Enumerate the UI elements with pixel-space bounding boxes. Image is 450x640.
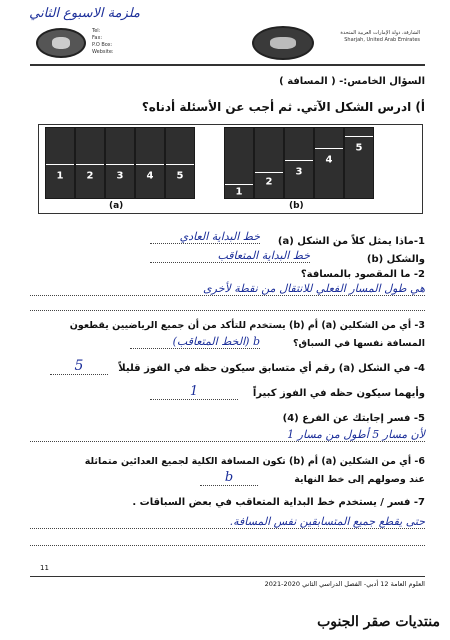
top-handwritten-title: ملزمة الاسبوع الثاني bbox=[29, 6, 140, 21]
q6-line2: عند وصولهم إلى خط النهاية bbox=[294, 474, 425, 485]
q7-text: 7- فسر / يستخدم خط البداية المتعاقب في بعض السباقات . bbox=[132, 497, 425, 508]
lane-b-4: 4 bbox=[314, 127, 344, 199]
q4-line2: وأيهما سيكون حظه في الفوز كبيراً bbox=[252, 388, 425, 399]
q2-text: 2- ما المقصود بالمسافة؟ bbox=[300, 269, 425, 280]
lane-a-3: 3 bbox=[105, 127, 135, 199]
header bbox=[30, 26, 425, 66]
lane-b-3: 3 bbox=[284, 127, 314, 199]
q4-answer1: 5 bbox=[50, 358, 108, 375]
header-right-info: الشارقة، دولة الإمارات العربية المتحدة Sharjah, United Arab Emirates bbox=[340, 30, 420, 43]
ministry-logo bbox=[252, 26, 314, 60]
watermark: منتديات صقر الجنوب bbox=[317, 614, 440, 630]
q6-answer: b bbox=[200, 470, 258, 486]
instruction: أ) ادرس الشكل الآتي. ثم أجب عن الأسئلة أدناه؟ bbox=[141, 100, 425, 114]
footer-line bbox=[30, 576, 425, 577]
q4-answer2: 1 bbox=[150, 384, 238, 400]
figure bbox=[38, 124, 423, 214]
q1-b-text: والشكل (b) bbox=[366, 254, 425, 265]
lane-b-2: 2 bbox=[254, 127, 284, 199]
figure-b bbox=[224, 127, 374, 199]
q7-answer: حتى يقطع جميع المتسابقين نفس المسافة. bbox=[30, 515, 425, 529]
lane-a-5: 5 bbox=[165, 127, 195, 199]
q6-line1: 6- أي من الشكلين (a) أم (b) تكون المسافة الكلية لجميع العدائين متماثلة bbox=[84, 456, 425, 467]
q1-b-answer: خط البداية المتعاقب bbox=[150, 249, 310, 263]
lane-a-2: 2 bbox=[75, 127, 105, 199]
q5-answer: لأن مسار 5 أطول من مسار 1 bbox=[30, 428, 425, 442]
q3-answer: b (الخط المتعاقب) bbox=[130, 335, 260, 349]
q2-answer: هي طول المسار الفعلي للانتقال من نقطة لأخرى bbox=[30, 282, 425, 296]
q5-text: 5- فسر إجابتك عن الفرع (4) bbox=[282, 413, 425, 424]
lane-a-4: 4 bbox=[135, 127, 165, 199]
lane-b-1: 1 bbox=[224, 127, 254, 199]
page-number: 11 bbox=[40, 564, 49, 572]
q1-a-answer: خط البداية العادي bbox=[150, 230, 260, 244]
figure-a bbox=[45, 127, 195, 199]
header-left-info: Tel: Fax: P.O Box: Website: bbox=[92, 28, 114, 55]
figure-b-label: (b) bbox=[289, 201, 304, 211]
question-title: السؤال الخامس:- ( المسافة ) bbox=[279, 76, 425, 87]
lane-b-5: 5 bbox=[344, 127, 374, 199]
figure-a-label: (a) bbox=[109, 201, 124, 211]
q1-a-text: 1-ماذا يمثل كلاً من الشكل (a) bbox=[277, 236, 425, 247]
q4-line1: 4- في الشكل (a) رقم أي متسابق سيكون حظه في الفوز قليلاً bbox=[118, 363, 425, 374]
q2-blank-line bbox=[30, 310, 425, 311]
q3-line1: 3- أي من الشكلين (a) أم (b) يستخدم للتأكد من أن جميع الرياضيين يقطعون bbox=[69, 320, 425, 331]
q7-blank-line bbox=[30, 545, 425, 546]
school-logo bbox=[36, 28, 86, 58]
footer-course: العلوم العامة 12 أدبي- الفصل الدراسي الثاني 2020-2021 bbox=[264, 580, 425, 588]
q3-line2: المسافة نفسها في السباق؟ bbox=[292, 338, 425, 349]
lane-a-1: 1 bbox=[45, 127, 75, 199]
